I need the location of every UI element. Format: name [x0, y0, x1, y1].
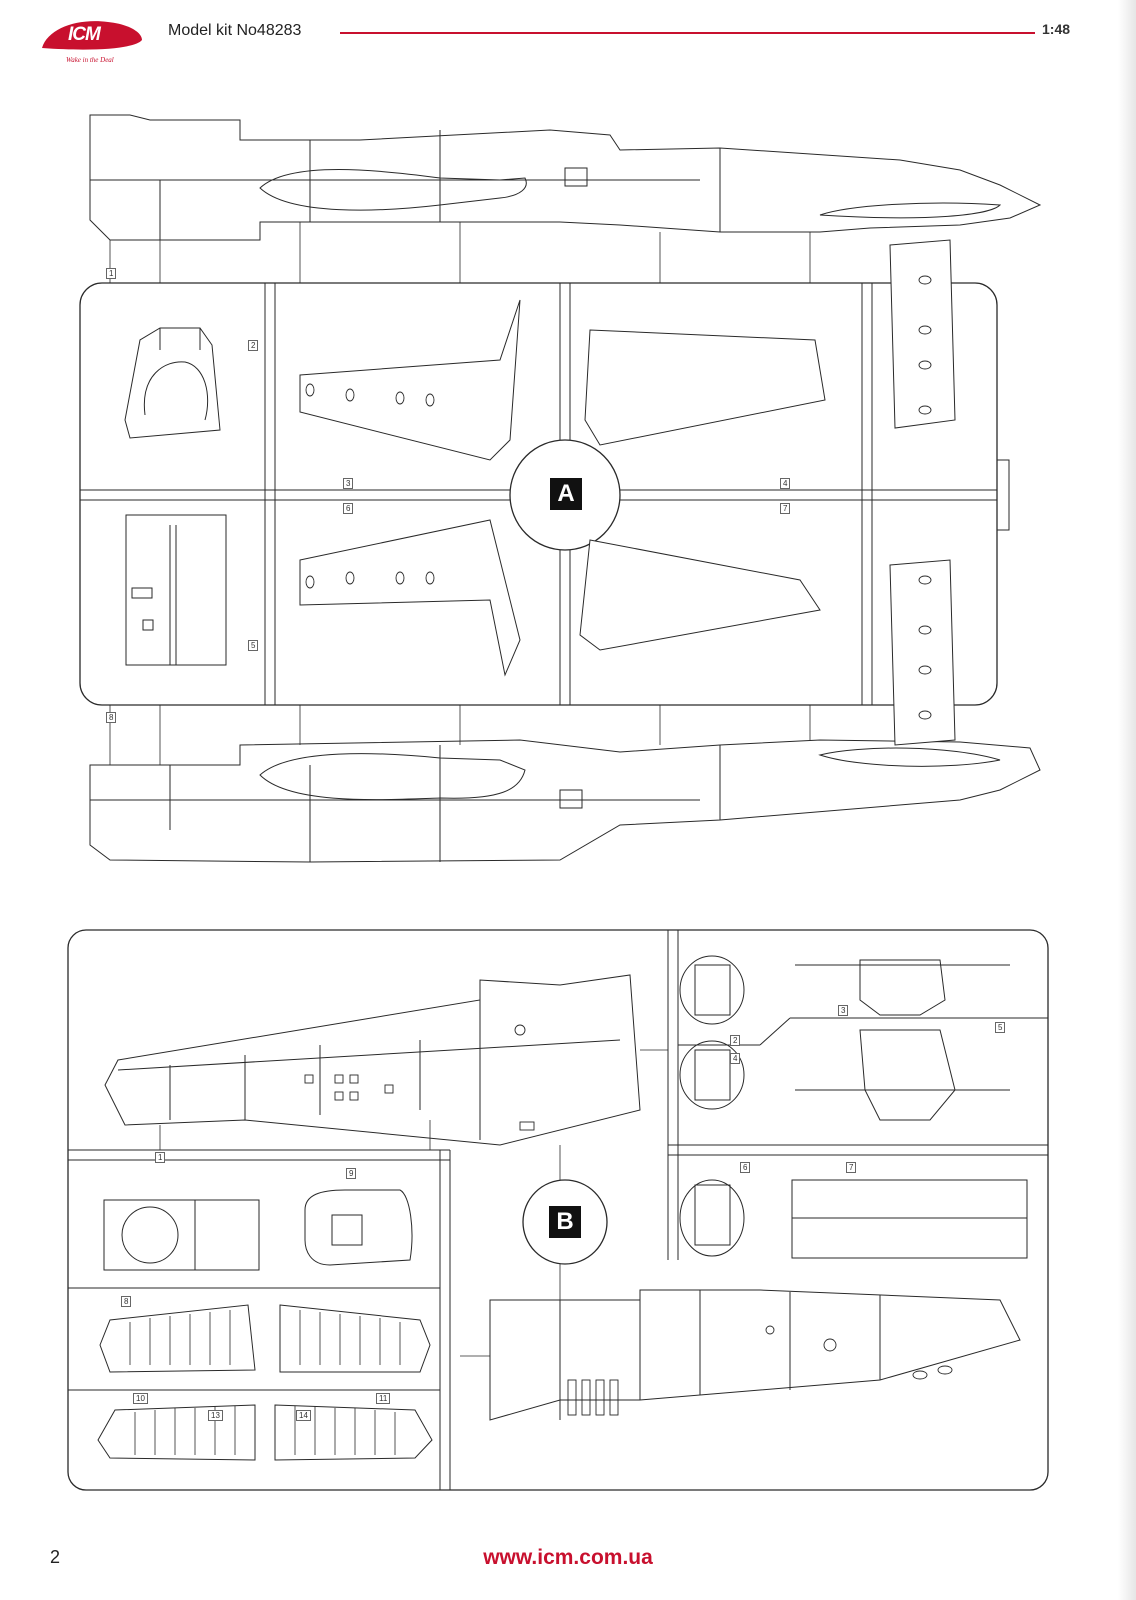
page-number: 2 [50, 1547, 61, 1567]
sprue-b-badge: B [549, 1206, 581, 1238]
logo-brand: ICM [68, 24, 100, 45]
scale-label: 1:48 [1042, 21, 1071, 37]
sprue-b-part-number: 6 [740, 1162, 750, 1173]
sprue-a-part-number: 1 [106, 268, 116, 279]
sprue-b-part-number: 1 [155, 1152, 165, 1163]
sprue-b-part-number: 10 [133, 1393, 148, 1404]
sprue-a-part-number: 2 [248, 340, 258, 351]
sprue-b-part-number: 7 [846, 1162, 856, 1173]
sprue-a-part-number: 3 [343, 478, 353, 489]
sprue-b-part-number: 4 [730, 1053, 740, 1064]
sprue-b-part-number: 8 [121, 1296, 131, 1307]
sprue-a-part-number: 7 [780, 503, 790, 514]
sprue-a-part-number: 5 [248, 640, 258, 651]
sprue-b-part-number: 9 [346, 1168, 356, 1179]
sprue-b-part-number: 13 [208, 1410, 223, 1421]
sprue-a-part-number: 8 [106, 712, 116, 723]
sprue-b-part-number: 11 [376, 1393, 390, 1404]
sprue-a-part-number: 4 [780, 478, 790, 489]
kit-title: Model kit No48283 [168, 22, 302, 39]
sprue-b-part-number: 2 [730, 1035, 740, 1046]
website-url: www.icm.com.ua [483, 1546, 653, 1569]
sprue-b-part-number: 5 [995, 1022, 1005, 1033]
sprue-a-badge: A [550, 478, 582, 510]
sprue-b-part-number: 3 [838, 1005, 848, 1016]
sprue-b-part-number: 14 [296, 1410, 311, 1421]
sprue-a-part-number: 6 [343, 503, 353, 514]
logo-tagline: Wake in the Deal [66, 56, 114, 64]
